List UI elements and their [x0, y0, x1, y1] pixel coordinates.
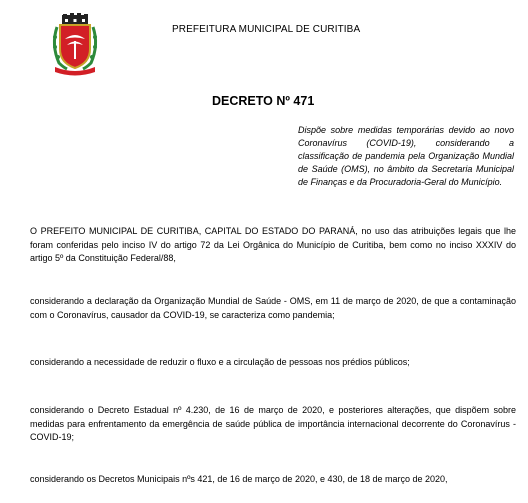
paragraph-considerando-decreto-estadual: considerando o Decreto Estadual nº 4.230, de 16 de março de 2020, e posteriores alterações, que dispõem sobre medidas para enfrentamento da emergência de saúde pública de importância internacional decorrente do Coronavírus - COVID-19;	[30, 405, 516, 442]
paragraph-preamble: O PREFEITO MUNICIPAL DE CURITIBA, CAPITAL DO ESTADO DO PARANÁ, no uso das atribuições legais que lhe foram conferidas pelo inciso IV do artigo 72 da Lei Orgânica do Município de Curitiba, bem como no inciso XXXIV do artigo 5º da Constituição Federal/88,	[30, 226, 516, 263]
decree-title: DECRETO Nº 471	[212, 94, 315, 108]
header-title: PREFEITURA MUNICIPAL DE CURITIBA	[172, 24, 361, 35]
crest-icon	[49, 13, 101, 77]
paragraph-considerando-fluxo: considerando a necessidade de reduzir o fluxo e a circulação de pessoas nos prédios públicos;	[30, 357, 410, 367]
paragraph-considerando-decretos-municipais: considerando os Decretos Municipais nºs 421, de 16 de março de 2020, e 430, de 18 de março de 2020,	[30, 474, 448, 484]
paragraph-considerando-oms: considerando a declaração da Organização Mundial de Saúde - OMS, em 11 de março de 2020, de que a contaminação com o Coronavírus, causador da COVID-19, se caracteriza como pandemia;	[30, 296, 516, 320]
decree-ementa: Dispõe sobre medidas temporárias devido ao novo Coronavírus (COVID-19), considerando a classificação de pandemia pela Organização Mundial de Saúde (OMS), no âmbito da Secretaria Municipal de Finanças e da Procuradoria-Geral do Município.	[298, 125, 514, 187]
